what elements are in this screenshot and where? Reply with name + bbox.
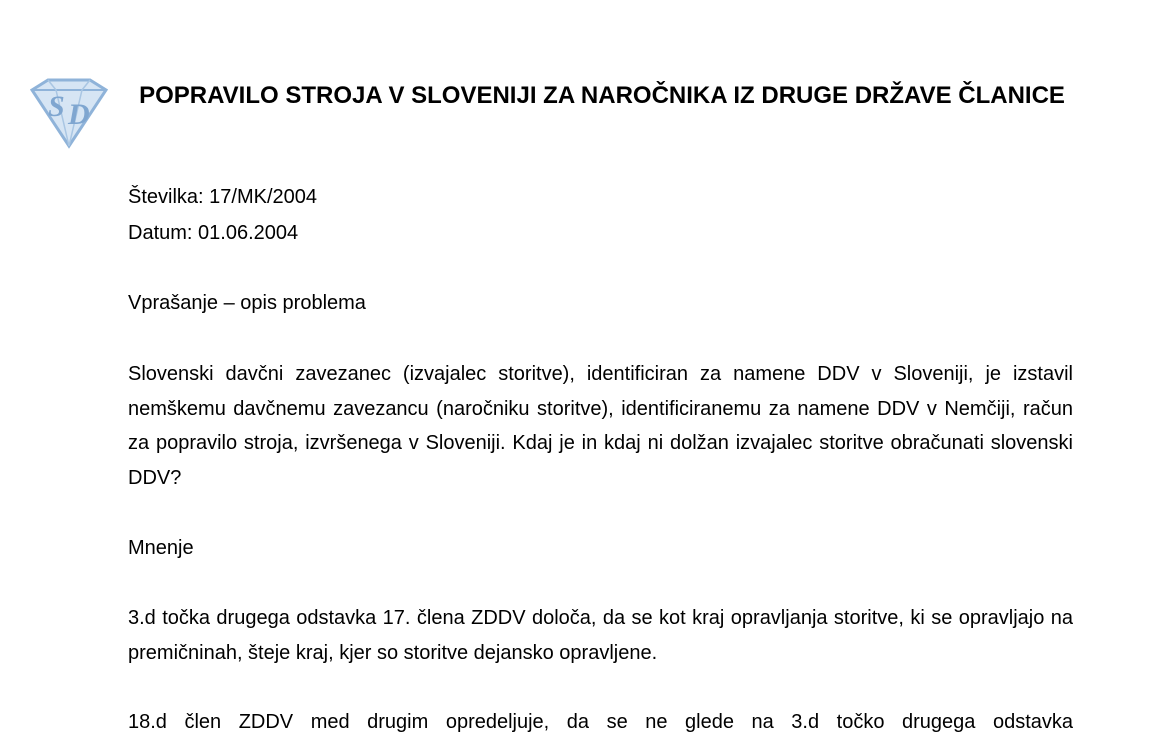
question-paragraph: Slovenski davčni zavezanec (izvajalec storitve), identificiran za namene DDV v Sloveniji, je izstavil nemškemu davčnemu zavezancu (naročniku storitve), identificiranemu za namene DDV v Nemčiji, račun za popravilo stroja, izvršenega v Sloveniji. Kdaj je in kdaj ni dolžan izvajalec storitve obračunati slovenski DDV? [128, 363, 1073, 490]
document-date: Datum: 01.06.2004 [128, 222, 299, 244]
svg-text:D: D [68, 98, 90, 131]
opinion-heading: Mnenje [128, 537, 194, 559]
question-heading: Vprašanje – opis problema [128, 292, 366, 314]
sd-diamond-logo-icon [26, 76, 112, 150]
opinion-paragraph-1: 3.d točka drugega odstavka 17. člena ZDDV določa, da se kot kraj opravljanja storitve, ki se opravljajo na premičninah, šteje kraj, kjer so storitve dejansko opravljene. [128, 607, 1073, 664]
document-number: Številka: 17/MK/2004 [128, 186, 317, 208]
svg-text:S: S [48, 90, 65, 123]
logo [26, 76, 112, 150]
document-title: POPRAVILO STROJA V SLOVENIJI ZA NAROČNIKA IZ DRUGE DRŽAVE ČLANICE [139, 82, 1065, 109]
opinion-paragraph-2: 18.d člen ZDDV med drugim opredeljuje, da se ne glede na 3.d točko drugega odstavka [128, 711, 1073, 733]
